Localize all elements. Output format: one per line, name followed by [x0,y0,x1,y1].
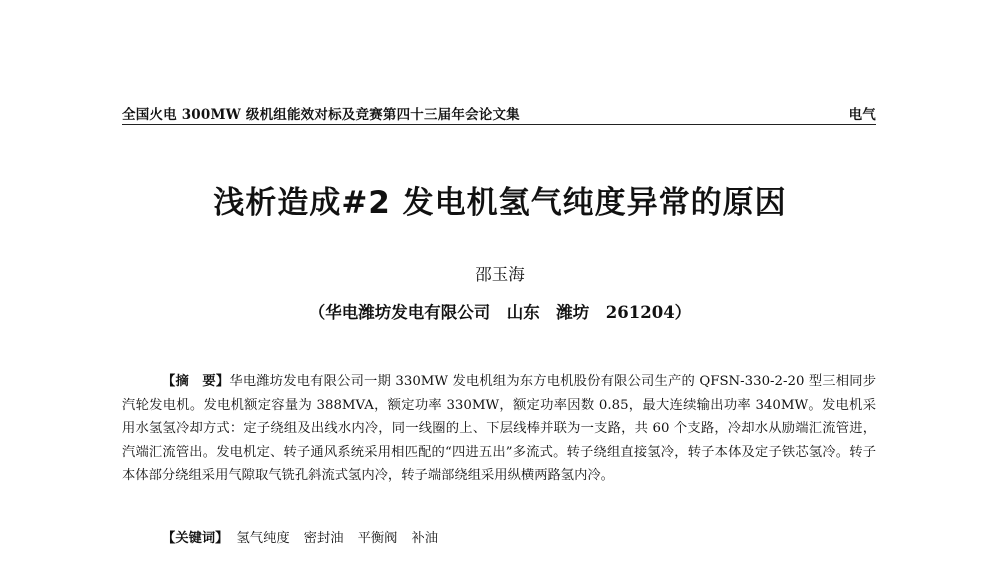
paper-title: 浅析造成#2 发电机氢气纯度异常的原因 [213,185,787,221]
header-section: 电气 [848,107,876,123]
abstract [122,370,876,488]
author-name: 邵玉海 [475,265,525,284]
header-divider [122,124,876,125]
header-proceedings-title: 全国火电 300MW 级机组能效对标及竞赛第四十三届年会论文集 [122,107,520,123]
keywords-label: 【关键词】 [162,531,229,546]
running-header [122,101,876,123]
keyword-item: 氢气纯度 [236,531,290,546]
author-affiliation: （华电潍坊发电有限公司 山东 潍坊 261204） [308,303,692,322]
keyword-item: 补油 [411,531,439,546]
keyword-item: 密封油 [303,531,344,546]
abstract-text: 华电潍坊发电有限公司一期 330MW 发电机组为东方电机股份有限公司生产的 QFSN-330-2-20 型三相同步汽轮发电机。发电机额定容量为 388MVA，额定功率 330MW，额定功率因数 0.85，最大连续输出功率 340MW。发电机采用水氢氢冷却方式：定子绕组及出线水内冷，同一线圈的上、下层线棒并联为一支路，共 60 个支路，冷却水从励端汇流管进，汽端汇流管出。发电机定、转子通风系统采用相匹配的“四进五出”多流式。转子绕组直接氢冷，转子本体及定子铁芯氢冷。转子本体部分绕组采用气隙取气铣孔斜流式氢内冷，转子端部绕组采用纵横两路氢内冷。 [122,374,876,484]
abstract-label: 【摘 要】 [162,374,230,389]
keywords [162,527,444,546]
keyword-item: 平衡阀 [357,531,398,546]
